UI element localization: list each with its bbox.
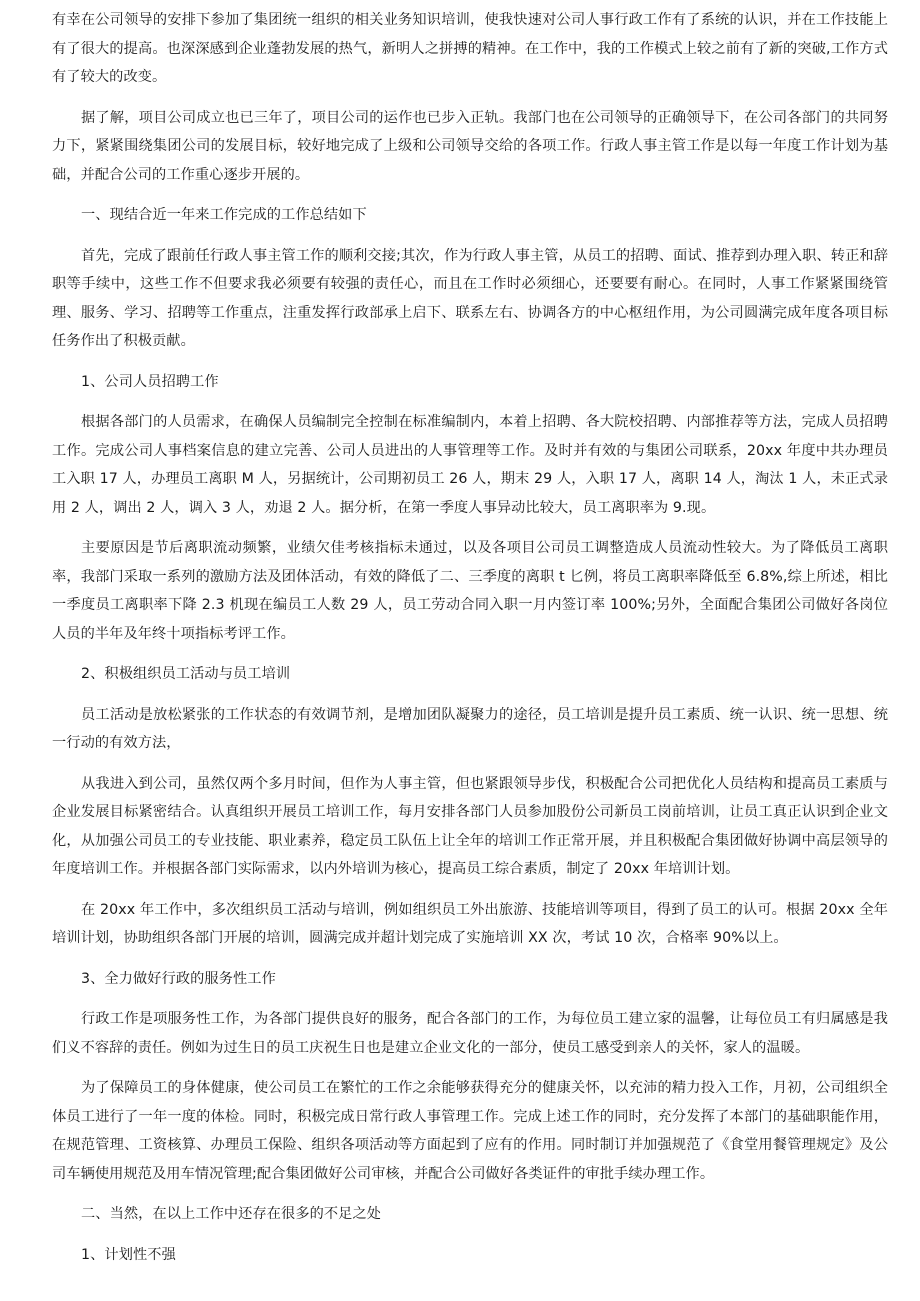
paragraph-training-results: 在 20xx 年工作中，多次组织员工活动与培训，例如组织员工外出旅游、技能培训等项目，得到了员工的认可。根据 20xx 全年培训计划，协助组织各部门开展的培训，圆满完成并超计划完成了实施培训 XX 次，考试 10 次，合格率 90%以上。 bbox=[52, 901, 888, 946]
paragraph-handover: 首先，完成了跟前任行政人事主管工作的顺利交接;其次，作为行政人事主管，从员工的招聘、面试、推荐到办理入职、转正和辞职等手续中，这些工作不但要求我必须要有较强的责任心，而且在工作时必须细心，还要要有耐心。在同时，人事工作紧紧围绕管理、服务、学习、招聘等工作重点，注重发挥行政部承上启下、联系左右、协调各方的中心枢纽作用，为公司圆满完成年度各项目标任务作出了积极贡献。 bbox=[52, 247, 888, 349]
section-heading-shortcomings: 二、当然，在以上工作中还存在很多的不足之处 bbox=[81, 1206, 382, 1222]
subheading-recruitment: 1、公司人员招聘工作 bbox=[81, 373, 219, 390]
subheading-planning-weak: 1、计划性不强 bbox=[81, 1246, 176, 1263]
section-heading-summary: 一、现结合近一年来工作完成的工作总结如下 bbox=[81, 207, 367, 223]
paragraph-admin-service: 行政工作是项服务性工作，为各部门提供良好的服务，配合各部门的工作，为每位员工建立家的温馨，让每位员工有归属感是我们义不容辞的责任。例如为过生日的员工庆祝生日也是建立企业文化的一部分，使员工感受到亲人的关怀，家人的温暖。 bbox=[52, 1011, 888, 1056]
paragraph-recruitment: 根据各部门的人员需求，在确保人员编制完全控制在标准编制内，本着上招聘、各大院校招聘、内部推荐等方法，完成人员招聘工作。完成公司人事档案信息的建立完善、公司人员进出的人事管理等工作。及时并有效的与集团公司联系，20xx 年度中共办理员工入职 17 人，办理员工离职 M 人，另据统计，公司期初员工 26 人，期末 29 人，入职 17 人，离职 14 人，淘汰 1 人，未正式录用 2 人，调出 2 人，调入 3 人，劝退 2 人。据分析，在第一季度人事异动比较大，员工离职率为 9.现。 bbox=[52, 414, 888, 516]
paragraph-intro-continued: 有幸在公司领导的安排下参加了集团统一组织的相关业务知识培训，使我快速对公司人事行政工作有了系统的认识，并在工作技能上有了很大的提高。也深深感到企业蓬勃发展的热气，新明人之拼搏的精神。在工作中，我的工作模式上较之前有了新的突破,工作方式有了较大的改变。 bbox=[52, 12, 888, 85]
paragraph-turnover-reasons: 主要原因是节后离职流动频繁，业绩欠佳考核指标未通过，以及各项目公司员工调整造成人员流动性较大。为了降低员工离职率，我部门采取一系列的激励方法及团体活动，有效的降低了二、三季度的离职 t 匕例，将员工离职率降低至 6.8%,综上所述，相比一季度员工离职率下降 2.3 机现在编员工人数 29 人，员工劳动合同入职一月内签订率 100%;另外，全面配合集团公司做好各岗位人员的半年及年终十项指标考评工作。 bbox=[52, 540, 888, 642]
paragraph-health-management: 为了保障员工的身体健康，使公司员工在繁忙的工作之余能够获得充分的健康关怀，以充沛的精力投入工作，月初，公司组织全体员工进行了一年一度的体检。同时，积极完成日常行政人事管理工作。完成上述工作的同时，充分发挥了本部门的基础职能作用，在规范管理、工资核算、办理员工保险、组织各项活动等方面起到了应有的作用。同时制订并加强规范了《食堂用餐管理规定》及公司车辆使用规范及用车情况管理;配合集团做好公司审核，并配合公司做好各类证件的审批手续办理工作。 bbox=[52, 1080, 888, 1182]
paragraph-company-background: 据了解，项目公司成立也已三年了，项目公司的运作也已步入正轨。我部门也在公司领导的正确领导下，在公司各部门的共同努力下，紧紧围绕集团公司的发展目标，较好地完成了上级和公司领导交给的各项工作。行政人事主管工作是以每一年度工作计划为基础，并配合公司的工作重心逐步开展的。 bbox=[52, 109, 888, 183]
subheading-admin-service: 3、全力做好行政的服务性工作 bbox=[81, 970, 276, 987]
document-page bbox=[52, 6, 888, 1269]
paragraph-activities: 员工活动是放松紧张的工作状态的有效调节剂，是增加团队凝聚力的途径，员工培训是提升员工素质、统一认识、统一思想、统一行动的有效方法， bbox=[52, 706, 888, 751]
paragraph-training-plan: 从我进入到公司，虽然仅两个多月时间，但作为人事主管，但也紧跟领导步伐，积极配合公司把优化人员结构和提高员工素质与企业发展目标紧密结合。认真组织开展员工培训工作，每月安排各部门人员参加股份公司新员工岗前培训，让员工真正认识到企业文化，从加强公司员工的专业技能、职业素养，稳定员工队伍上让全年的培训工作正常开展，并且积极配合集团做好协调中高层领导的年度培训工作。并根据各部门实际需求，以内外培训为核心，提高员工综合素质，制定了 20xx 年培训计划。 bbox=[52, 775, 888, 877]
subheading-activities-training: 2、积极组织员工活动与员工培训 bbox=[81, 666, 291, 682]
